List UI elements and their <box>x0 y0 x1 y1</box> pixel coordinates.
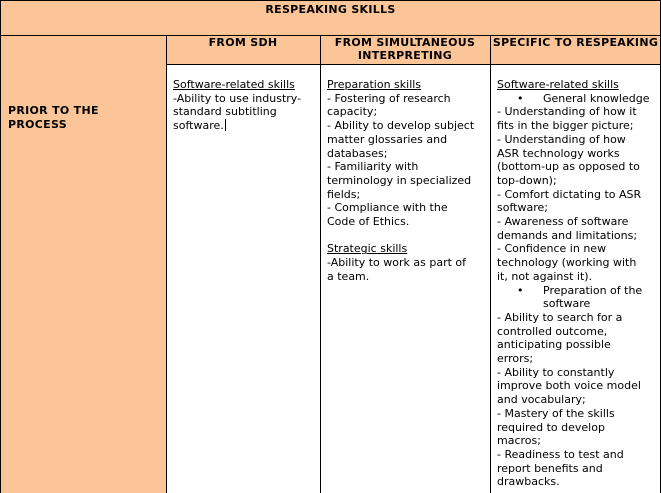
respeaking-line: controlled outcome, <box>497 324 608 338</box>
respeaking-line: macros; <box>497 434 541 448</box>
column-header-sdh-text: FROM SDH <box>208 36 278 49</box>
prep-line: terminology in specialized <box>327 173 472 187</box>
respeaking-line: - Ability to search for a <box>497 310 623 324</box>
row-header-cell <box>0 36 166 493</box>
column-header-sdh <box>166 36 320 65</box>
sdh-line: standard subtitling <box>173 105 277 119</box>
respeaking-line: (bottom-up as opposed to <box>497 160 640 174</box>
text-cursor <box>225 119 226 131</box>
respeaking-line: drawbacks. <box>497 475 560 489</box>
respeaking-line: - Mastery of the skills <box>497 406 615 420</box>
respeaking-line: and vocabulary; <box>497 393 586 407</box>
prep-line: - Compliance with the <box>327 201 448 215</box>
respeaking-line: improve both voice model <box>497 379 641 393</box>
cell-interpreting <box>320 65 490 493</box>
respeaking-line: required to develop <box>497 420 605 434</box>
border-col2 <box>320 35 321 493</box>
respeaking-line: top-down); <box>497 173 557 187</box>
respeaking-line: it, not against it). <box>497 269 593 283</box>
respeaking-heading: Software-related skills <box>497 78 619 91</box>
prep-line: - Fostering of research <box>327 91 451 105</box>
respeaking-line: ASR technology works <box>497 146 620 160</box>
respeaking-line: errors; <box>497 352 534 366</box>
border-title <box>0 35 661 36</box>
sdh-line: -Ability to use industry- <box>173 91 302 105</box>
strategic-heading: Strategic skills <box>327 242 408 256</box>
prep-line: Code of Ethics. <box>327 215 410 229</box>
respeaking-line: technology (working with <box>497 256 637 270</box>
column-header-respeaking-text: SPECIFIC TO RESPEAKING <box>492 36 659 49</box>
prep-line: - Familiarity with <box>327 160 419 174</box>
respeaking-line: - Confidence in new <box>497 242 607 256</box>
cell-respeaking <box>490 65 661 493</box>
border-left <box>0 0 1 493</box>
bullet-preparation-software: • Preparation of the <box>497 284 657 298</box>
sdh-heading: Software-related skills <box>173 78 295 91</box>
column-header-interpreting-text: FROM SIMULTANEOUS INTERPRETING <box>334 36 476 62</box>
respeaking-line: anticipating possible <box>497 338 611 352</box>
row-header-label: PRIOR TO THE PROCESS <box>8 104 99 131</box>
table-title-text: RESPEAKING SKILLS <box>265 3 396 16</box>
border-colhead <box>166 64 661 65</box>
spacer <box>327 229 486 243</box>
strategic-line: -Ability to work as part of <box>327 256 467 270</box>
border-col3 <box>490 35 491 493</box>
border-top <box>0 0 661 1</box>
bullet-preparation-software-cont: software <box>543 297 591 311</box>
respeaking-line: software; <box>497 201 548 215</box>
sdh-line: software. <box>173 119 224 133</box>
table-title <box>0 0 661 36</box>
respeaking-line: fits in the bigger picture; <box>497 119 634 133</box>
respeaking-line: report benefits and <box>497 461 603 475</box>
prep-line: databases; <box>327 146 388 160</box>
respeaking-line: - Ability to constantly <box>497 365 615 379</box>
bullet-general-knowledge: • General knowledge <box>497 92 657 106</box>
prep-line: - Ability to develop subject <box>327 119 475 133</box>
respeaking-line: - Awareness of software <box>497 215 629 229</box>
prep-heading: Preparation skills <box>327 78 422 91</box>
column-header-respeaking <box>490 36 661 65</box>
cell-sdh[interactable] <box>166 65 320 493</box>
prep-line: capacity; <box>327 105 378 119</box>
respeaking-line: - Understanding of how it <box>497 105 637 119</box>
strategic-line: a team. <box>327 269 370 283</box>
respeaking-line: - Understanding of how <box>497 132 626 146</box>
prep-line: matter glossaries and <box>327 132 448 146</box>
respeaking-line: - Readiness to test and <box>497 447 624 461</box>
border-col1 <box>166 35 167 493</box>
respeaking-line: - Comfort dictating to ASR <box>497 187 642 201</box>
respeaking-line: demands and limitations; <box>497 228 638 242</box>
prep-line: fields; <box>327 187 361 201</box>
column-header-interpreting <box>320 36 490 65</box>
sdh-line-last-wrap <box>173 119 316 133</box>
